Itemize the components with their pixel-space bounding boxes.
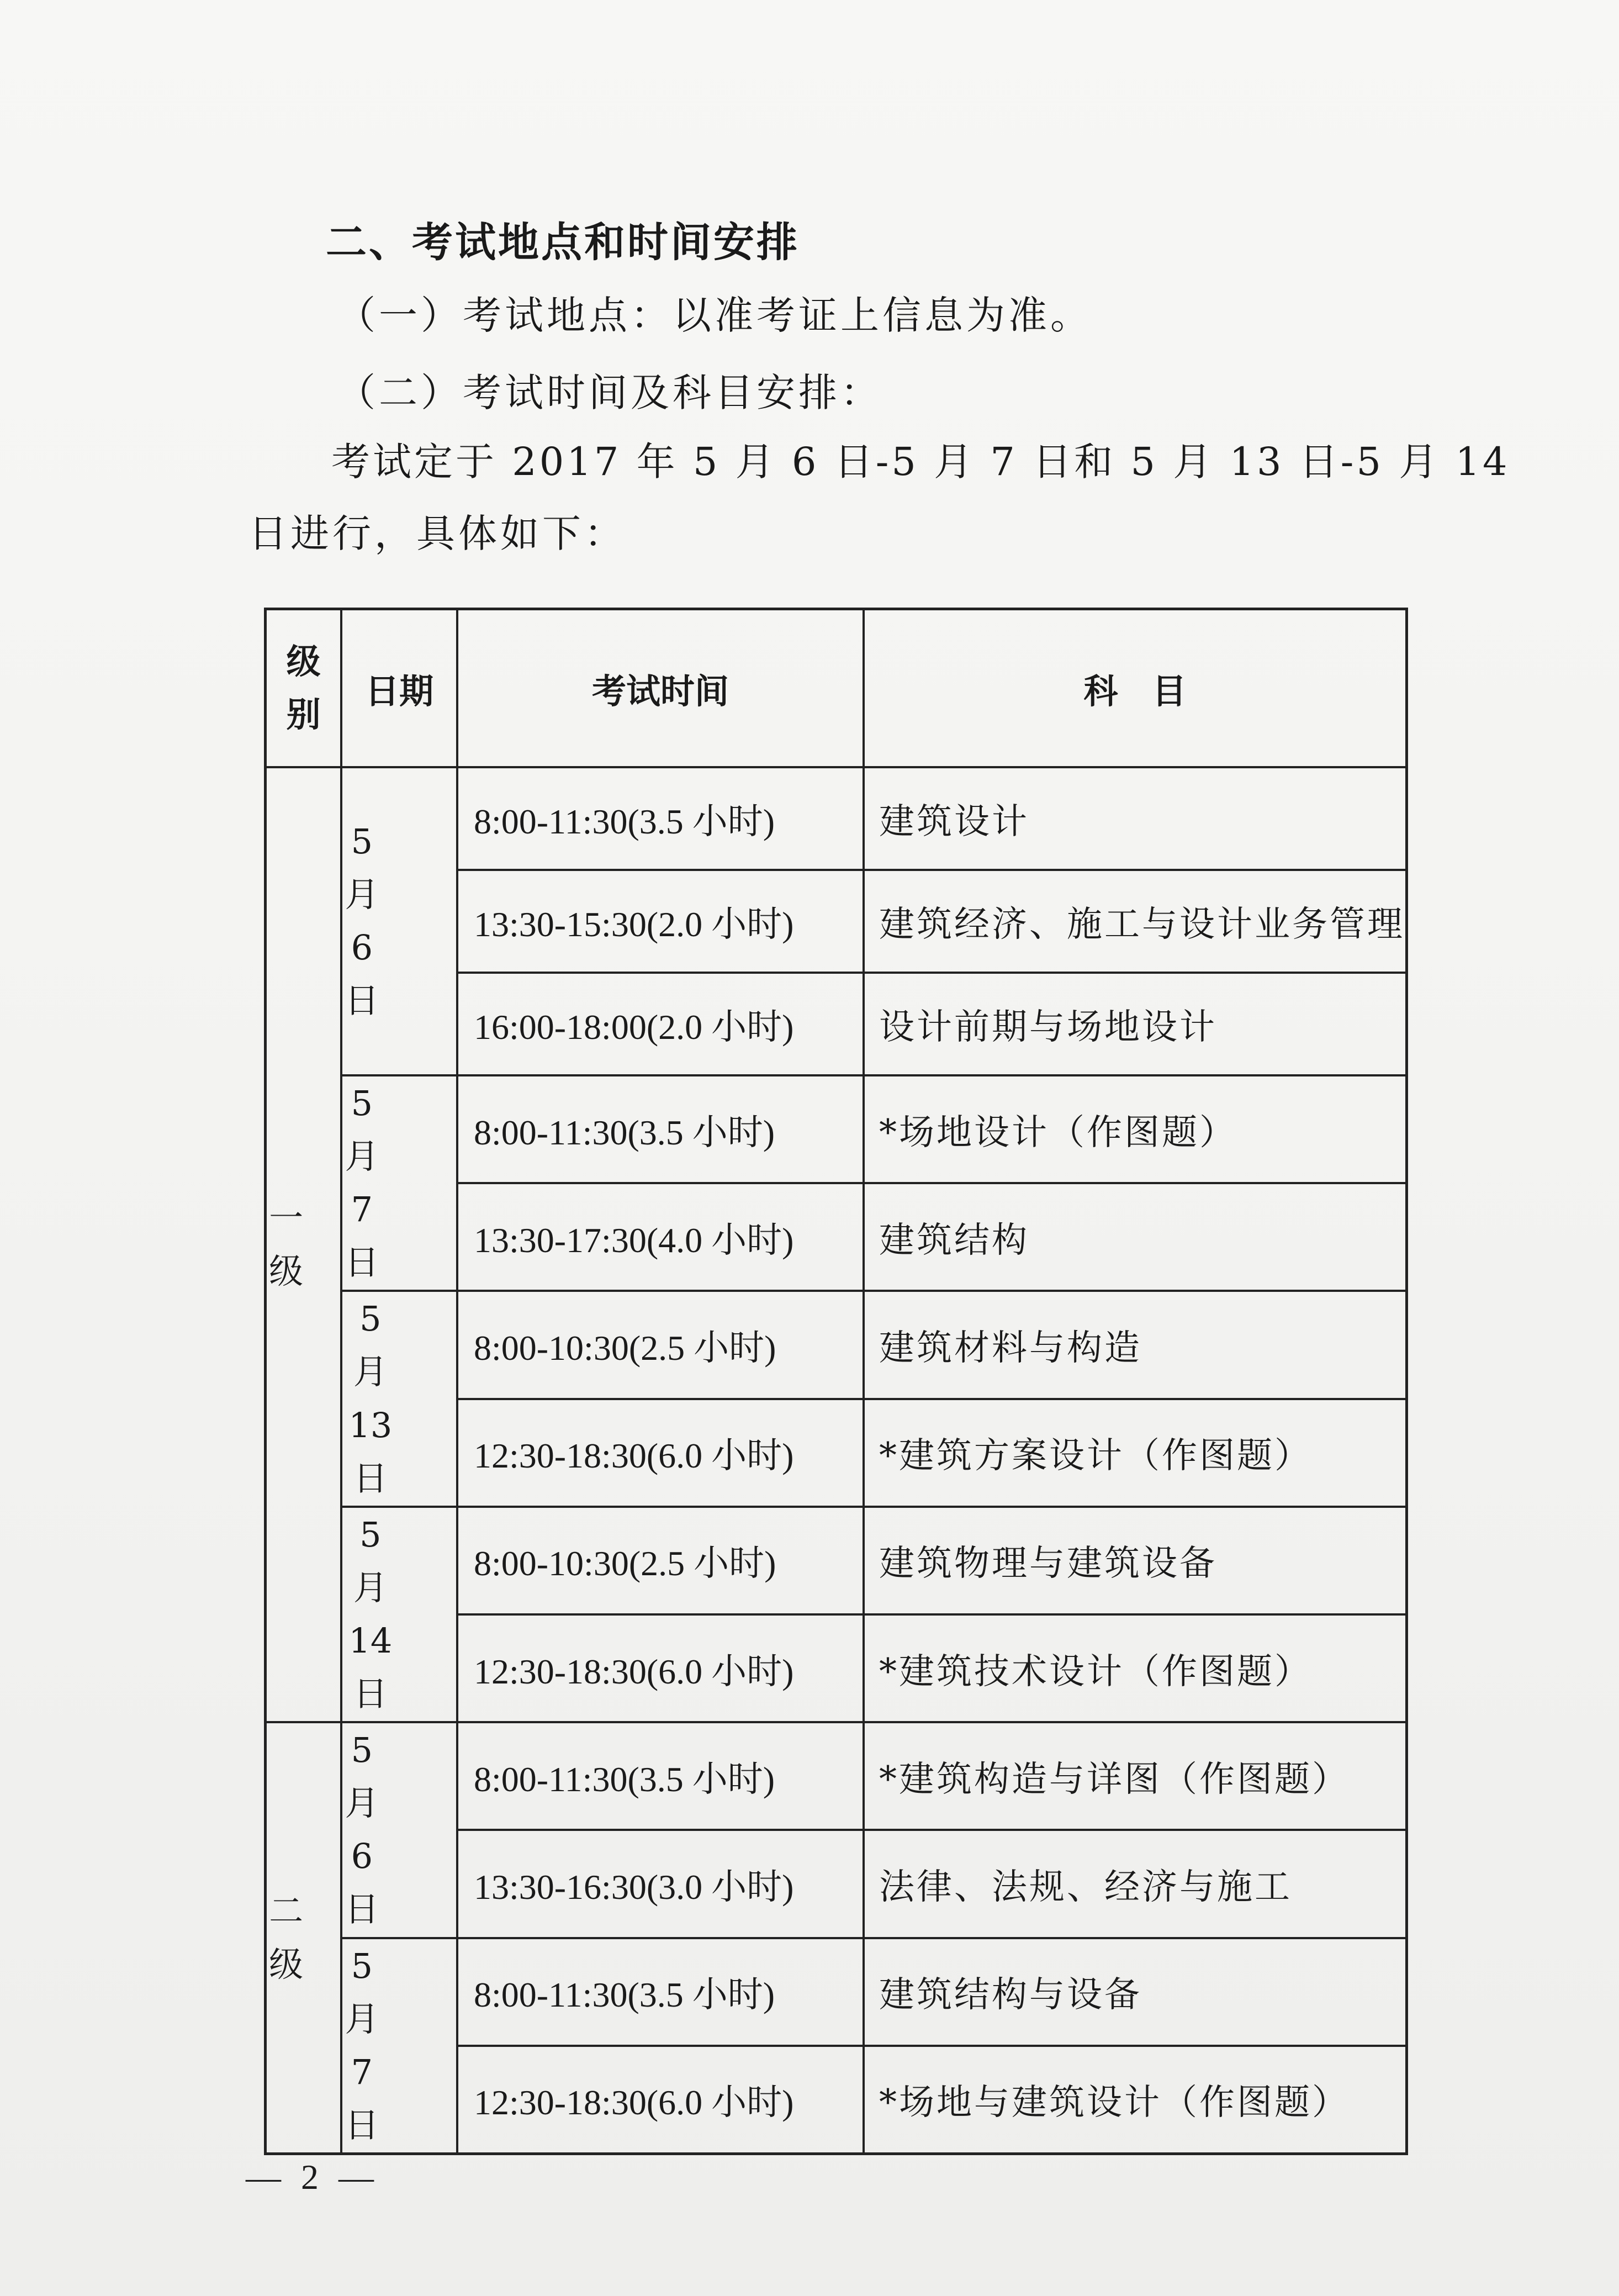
- date-cell: 5月14日: [341, 1507, 457, 1722]
- header-level: 级别: [266, 609, 342, 768]
- table-row: [266, 1075, 1407, 1183]
- table-row: [266, 1507, 1407, 1614]
- subject-cell: 建筑结构与设备: [864, 1938, 1407, 2046]
- exam-schedule-table: [264, 608, 1408, 2155]
- time-cell: 12:30-18:30(6.0 小时): [457, 1399, 864, 1507]
- page-number: — 2 —: [246, 2157, 379, 2197]
- time-cell: 13:30-16:30(3.0 小时): [457, 1830, 864, 1938]
- subject-cell: 法律、法规、经济与施工: [864, 1830, 1407, 1938]
- date-cell: 5月6日: [341, 1722, 457, 1938]
- time-cell: 8:00-11:30(3.5 小时): [457, 1722, 864, 1830]
- header-time: 考试时间: [457, 609, 864, 768]
- date-cell: 5月7日: [341, 1075, 457, 1291]
- header-subject: 科 目: [864, 609, 1407, 768]
- intro-line-1: 考试定于 2017 年 5 月 6 日-5 月 7 日和 5 月 13 日-5 月 14: [331, 439, 1510, 484]
- intro-line-2: 日进行，具体如下：: [248, 511, 626, 556]
- time-cell: 8:00-11:30(3.5 小时): [457, 767, 864, 870]
- subject-cell: 建筑经济、施工与设计业务管理: [864, 870, 1407, 973]
- subject-cell: *场地设计（作图题）: [864, 1075, 1407, 1183]
- subject-cell: *建筑技术设计（作图题）: [864, 1614, 1407, 1722]
- subject-cell: 建筑设计: [864, 767, 1407, 870]
- table-row: [266, 767, 1407, 870]
- time-cell: 16:00-18:00(2.0 小时): [457, 973, 864, 1075]
- time-cell: 8:00-10:30(2.5 小时): [457, 1291, 864, 1398]
- subject-cell: *建筑构造与详图（作图题）: [864, 1722, 1407, 1830]
- subject-cell: *建筑方案设计（作图题）: [864, 1399, 1407, 1507]
- subject-cell: 建筑材料与构造: [864, 1291, 1407, 1398]
- time-cell: 8:00-11:30(3.5 小时): [457, 1075, 864, 1183]
- date-cell: 5月7日: [341, 1938, 457, 2154]
- time-cell: 8:00-11:30(3.5 小时): [457, 1938, 864, 2046]
- time-cell: 12:30-18:30(6.0 小时): [457, 2046, 864, 2154]
- table-row: [266, 1291, 1407, 1398]
- table-row: [266, 1938, 1407, 2046]
- date-cell: 5月6日: [341, 767, 457, 1075]
- table-row: [266, 1722, 1407, 1830]
- header-date: 日期: [341, 609, 457, 768]
- time-cell: 13:30-17:30(4.0 小时): [457, 1183, 864, 1291]
- level-first: 一级: [266, 767, 342, 1722]
- table-header-row: [266, 609, 1407, 768]
- schedule-line: （二）考试时间及科目安排：: [337, 370, 882, 415]
- subject-cell: *场地与建筑设计（作图题）: [864, 2046, 1407, 2154]
- subject-cell: 建筑物理与建筑设备: [864, 1507, 1407, 1614]
- subject-cell: 建筑结构: [864, 1183, 1407, 1291]
- location-line: （一）考试地点：以准考证上信息为准。: [337, 293, 1092, 338]
- date-cell: 5月13日: [341, 1291, 457, 1506]
- level-second: 二级: [266, 1722, 342, 2154]
- section-heading: 二、考试地点和时间安排: [326, 219, 800, 266]
- time-cell: 13:30-15:30(2.0 小时): [457, 870, 864, 973]
- subject-cell: 设计前期与场地设计: [864, 973, 1407, 1075]
- time-cell: 8:00-10:30(2.5 小时): [457, 1507, 864, 1614]
- time-cell: 12:30-18:30(6.0 小时): [457, 1614, 864, 1722]
